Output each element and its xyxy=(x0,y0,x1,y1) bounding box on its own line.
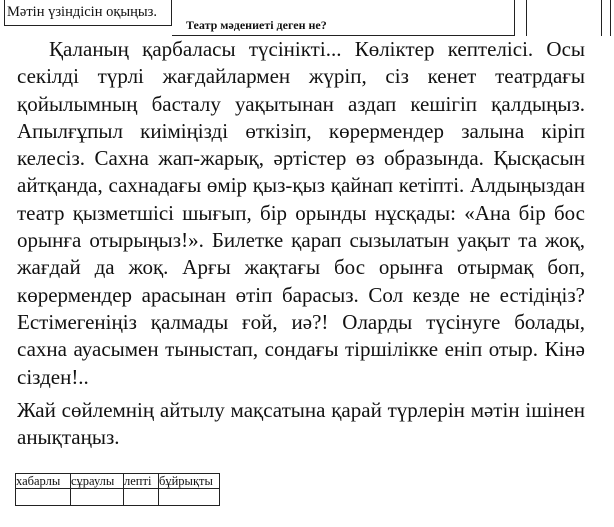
header-divider xyxy=(601,0,602,36)
passage-title: Театр мәдениеті деген не? xyxy=(172,0,514,36)
answer-cell-interrogative[interactable] xyxy=(71,489,124,506)
worksheet-header xyxy=(4,0,610,36)
column-header-exclamatory: лепті xyxy=(124,474,159,489)
answer-cell-imperative[interactable] xyxy=(159,489,220,506)
passage-paragraph: Қаланың қарбаласы түсінікті... Көліктер кептелісі. Осы секілді түрлі жағдайлармен жүріп, сіз кенет театрдағы қойылымның басталу уақытынан аздап кешігіп қалдыңыз. Апылғұпыл киіміңізді өткізіп, көрермендер залына кіріп келесіз. Сахна жап-жарық, әртістер өз образында. Қысқасын айтқанда, сахнадағы өмір қыз-қыз қайнап кетіпті. Алдыңыздан театр қызметшісі шығып, бір орынды нұсқады: «Ана бір бос орынға отырыңыз!». Билетке қарап сызылатын уақыт та жоқ, жағдай да жоқ. Арғы жақтағы бос орынға отырмақ боп, көрермендер арасынан өтіп барасыз. Сол кезде не естідіңіз? Естімегеніңіз қалмады ғой, иә?! Оларды түсінуге болады, сахна ауасымен тыныстап, сондағы тіршілікке еніп отыр. Кінә сізден!.. xyxy=(17,37,585,389)
answer-cell-declarative[interactable] xyxy=(16,489,71,506)
task-question: Жай сөйлемнің айтылу мақсатына қарай түрлерін мәтін ішінен анықтаңыз. xyxy=(17,398,585,450)
column-header-interrogative: сұраулы xyxy=(71,474,124,489)
answer-table-header-row xyxy=(16,474,220,489)
instruction-cell: Мәтін үзіндісін оқыңыз. xyxy=(4,0,172,26)
header-divider xyxy=(526,0,527,36)
header-divider xyxy=(610,0,611,36)
reading-passage xyxy=(17,36,585,391)
answer-table-row xyxy=(16,489,220,506)
answer-cell-exclamatory[interactable] xyxy=(124,489,159,506)
answer-table xyxy=(15,473,220,506)
header-divider xyxy=(514,0,515,36)
column-header-imperative: бұйрықты xyxy=(159,474,220,489)
column-header-declarative: хабарлы xyxy=(16,474,71,489)
